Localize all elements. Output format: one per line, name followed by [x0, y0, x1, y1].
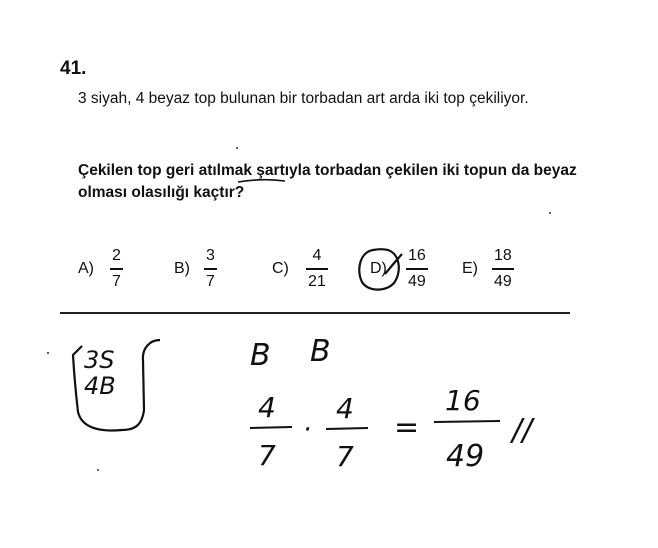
bag-line-1: 3S	[84, 346, 115, 374]
question-prompt: Çekilen top geri atılmak şartıyla torbadan çekilen iki topun da beyaz olması olasılığı kaçtır?	[78, 162, 577, 201]
numerator: 4	[312, 247, 322, 264]
choice-letter: D)	[370, 260, 387, 277]
work-frac2-den: 7	[336, 440, 354, 473]
numerator: 2	[112, 247, 121, 264]
bag-line-2: 4B	[84, 372, 116, 400]
draw-label-2: B	[310, 334, 331, 369]
numerator: 18	[494, 247, 512, 264]
work-result-num: 16	[445, 384, 481, 417]
choice-letter: E)	[462, 260, 478, 277]
stray-dot	[47, 352, 49, 354]
work-frac2-bar	[326, 428, 368, 429]
numerator: 3	[206, 247, 215, 264]
work-result-den: 49	[446, 439, 485, 474]
underline-mark	[238, 180, 285, 182]
work-dot: ·	[303, 415, 312, 445]
stray-dot	[549, 212, 551, 214]
denominator: 7	[112, 272, 121, 290]
work-frac2-num: 4	[336, 392, 354, 425]
answer-circle	[359, 249, 399, 289]
work-frac1-num: 4	[258, 391, 276, 424]
work-frac1-bar	[250, 427, 292, 428]
choice-letter: B)	[174, 260, 190, 277]
denominator: 7	[206, 272, 215, 290]
choice-letter: A)	[78, 260, 94, 277]
question-stem: 3 siyah, 4 beyaz top bulunan bir torbadan art arda iki top çekiliyor.	[78, 90, 529, 107]
stray-dot	[236, 147, 238, 149]
stray-dot	[97, 469, 99, 471]
work-equals: =	[394, 410, 420, 445]
denominator: 21	[308, 272, 326, 290]
work-result-bar	[434, 421, 500, 422]
choice-letter: C)	[272, 260, 289, 277]
numerator: 16	[408, 247, 426, 264]
work-end-mark: //	[512, 413, 533, 448]
draw-label-1: B	[250, 338, 271, 373]
question-number: 41.	[60, 58, 87, 79]
denominator: 49	[494, 272, 512, 290]
denominator: 49	[408, 272, 426, 290]
work-frac1-den: 7	[258, 439, 276, 472]
